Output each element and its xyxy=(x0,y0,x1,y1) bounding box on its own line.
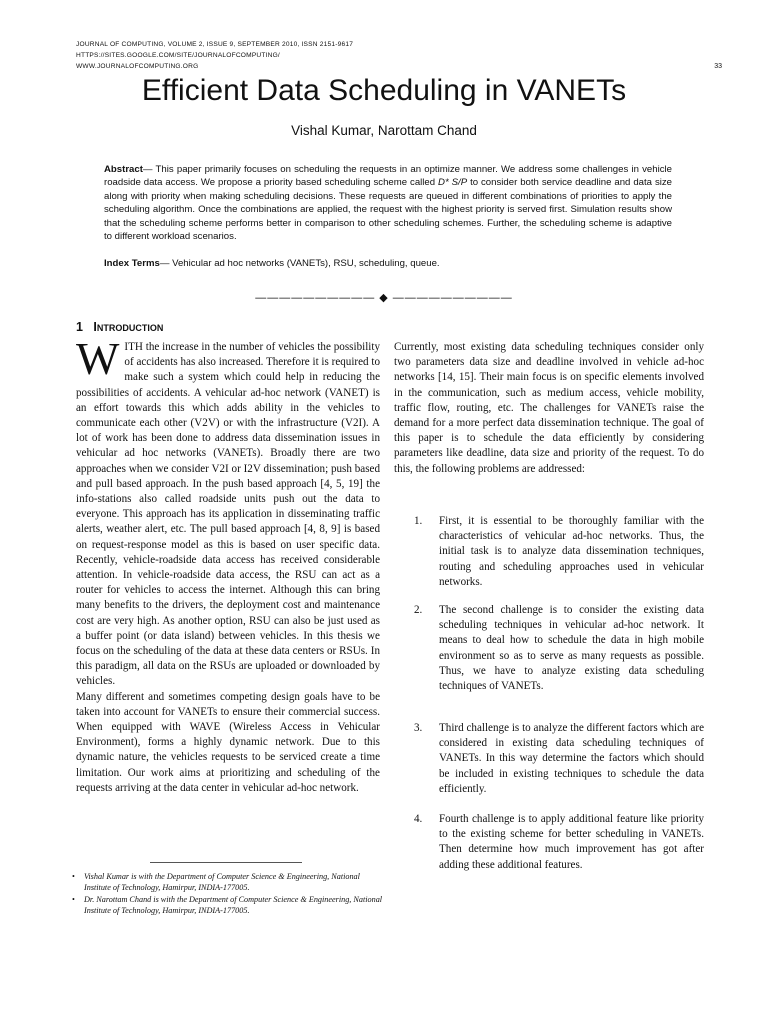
footnote xyxy=(72,871,388,893)
list-item-text: The second challenge is to consider the existing data scheduling techniques in vehicular ad-hoc network. It means to deal how to schedule the data in high mobile environment so as to serve as many requests as possible. Thus, we have to analyze existing data scheduling techniques of VANETs. xyxy=(439,604,704,693)
list-item-text: Fourth challenge is to apply additional feature like priority to the existing scheme for better scheduling in VANETs. Then determine how much improvement has got after adding these additional features. xyxy=(439,813,704,871)
journal-header xyxy=(76,39,353,72)
intro-smallcaps-lead: ITH xyxy=(124,341,143,353)
journal-header-line2: HTTPS://SITES.GOOGLE.COM/SITE/JOURNALOFCOMPUTING/ xyxy=(76,52,280,59)
abstract-text-1: This paper primarily focuses on scheduling the requests in an optimize manner. We address some challenges in vehicle roadside data access. We propose a priority based scheduling scheme called xyxy=(104,164,672,189)
footnote-bullet: • xyxy=(72,872,75,881)
intro-text-1: the increase in the number of vehicles the possibility of accidents has also increased. Therefore it is required to make such a system which could help in reducing the possibilities of accidents. A vehicular ad-hoc network (VANET) is an effort towards this which adds ability in the vehicles to communicate each other (V2V) or with the infrastructure (V2I). A lot of work has been done to address data dissemination issues in vehicular ad hoc networks (VANETs). Broadly there are two approaches when we consider V2I or I2V dissemination; push based and pull based approach. In the push based approach [4, 5, 19] the info-stations also called roadside units push out the data to everyone. This approach has its application in disseminating traffic alerts, weather alert, etc. The pull based approach [4, 8, 9] is based on request-response model as this is based on user specific data. Recently, vehicle-roadside data access has received considerable attention. In vehicle-roadside data access, the RSU can act as a router for vehicles to access the internet. Although this can bring many benefits to the drivers, the deployment cost and maintenance cost are very high. As another option, RSU can also be just used as a buffer point (or data island) between vehicles. In this thesis we focus on the scheduling of the data at these data centers or RSUs. In this paradigm, all data on the RSUs are uploaded or downloaded by vehicles. xyxy=(76,341,380,688)
abstract xyxy=(104,163,672,243)
page-number: 33 xyxy=(714,63,722,70)
footnote-text: Vishal Kumar is with the Department of Computer Science & Engineering, National Institute of Technology, Hamirpur, INDIA-177005. xyxy=(84,872,360,893)
left-column xyxy=(76,333,380,796)
authors: Vishal Kumar, Narottam Chand xyxy=(291,123,477,138)
list-item xyxy=(414,603,704,694)
section-title: Introduction xyxy=(93,320,164,334)
footnote-text: Dr. Narottam Chand is with the Department of Computer Science & Engineering, National Institute of Technology, Hamirpur, INDIA-177005. xyxy=(84,895,383,916)
abstract-label: Abstract xyxy=(104,164,143,175)
footnote-rule xyxy=(150,862,302,863)
list-item-number: 4. xyxy=(414,813,423,825)
section-heading xyxy=(76,320,163,334)
right-column xyxy=(394,340,704,477)
abstract-dash: — xyxy=(142,164,153,175)
footnote-bullet: • xyxy=(72,895,75,904)
index-terms xyxy=(104,257,672,270)
drop-cap: W xyxy=(76,333,120,384)
list-item-text: Third challenge is to analyze the different factors which are considered in existing data scheduling techniques of VANETs. In this way determine the factors which should be included in existing techniques to schedule the data efficiently. xyxy=(439,722,704,795)
abstract-scheme-name: D* S/P xyxy=(438,177,468,189)
list-item xyxy=(414,721,704,797)
section-divider: —————————— ◆ —————————— xyxy=(255,292,513,304)
abstract-text-2: to consider both service deadline and data size along with priority when making scheduling decisions. These requests are queued in different combinations of priorities to apply the scheduling algorithm. Once the combinations are applied, the request with the highest priority is served first. Simulation results show that the scheduling scheme performs better in comparison to other scheduling schemes. Further, the scheduling scheme is adaptive to different workload scenarios. xyxy=(104,177,673,243)
list-item-text: First, it is essential to be thoroughly familiar with the characteristics of vehicular ad-hoc networks. Thus, the initial task is to analyze data dissemination techniques, routing and scheduling approaches used in vehicular networks. xyxy=(439,515,704,588)
footnote xyxy=(72,894,388,916)
list-item-number: 3. xyxy=(414,722,423,734)
intro-paragraph-2: Many different and sometimes competing design goals have to be taken into account for VANETs to ensure their commercial success. When equipped with WAVE (Wireless Access in Vehicular Environment), forms a highly dynamic network. Due to this dynamic nature, the vehicles requests to be serviced create a time limitation. Our work aims at prioritizing and scheduling of the requests arriving at the data center in vehicular ad-hoc network. xyxy=(76,690,380,794)
index-terms-label: Index Terms xyxy=(104,258,160,269)
journal-header-line3: WWW.JOURNALOFCOMPUTING.ORG xyxy=(76,63,199,70)
list-item-number: 1. xyxy=(414,515,423,527)
section-number: 1 xyxy=(76,320,83,334)
intro-paragraph-3: Currently, most existing data scheduling techniques consider only two parameters data size and deadline involved in vehicle ad-hoc networks [14, 15]. Their main focus is on specific elements involved in the communication, such as medium access, vehicle mobility, traffic flow, routing, etc. The challenges for VANETs raise the demand for a more perfect data dissemination technique. The goal of this paper is to schedule the data efficiently by considering parameters like deadline, data size and priority of the request. To do this, the following problems are addressed: xyxy=(394,341,704,475)
list-item-number: 2. xyxy=(414,604,423,616)
list-item xyxy=(414,812,704,873)
intro-paragraph-1 xyxy=(76,333,380,690)
list-item xyxy=(414,514,704,590)
paper-title: Efficient Data Scheduling in VANETs xyxy=(141,74,627,107)
index-terms-text: — Vehicular ad hoc networks (VANETs), RSU, scheduling, queue. xyxy=(159,258,440,269)
journal-header-line1: JOURNAL OF COMPUTING, VOLUME 2, ISSUE 9, SEPTEMBER 2010, ISSN 2151-9617 xyxy=(76,41,354,48)
